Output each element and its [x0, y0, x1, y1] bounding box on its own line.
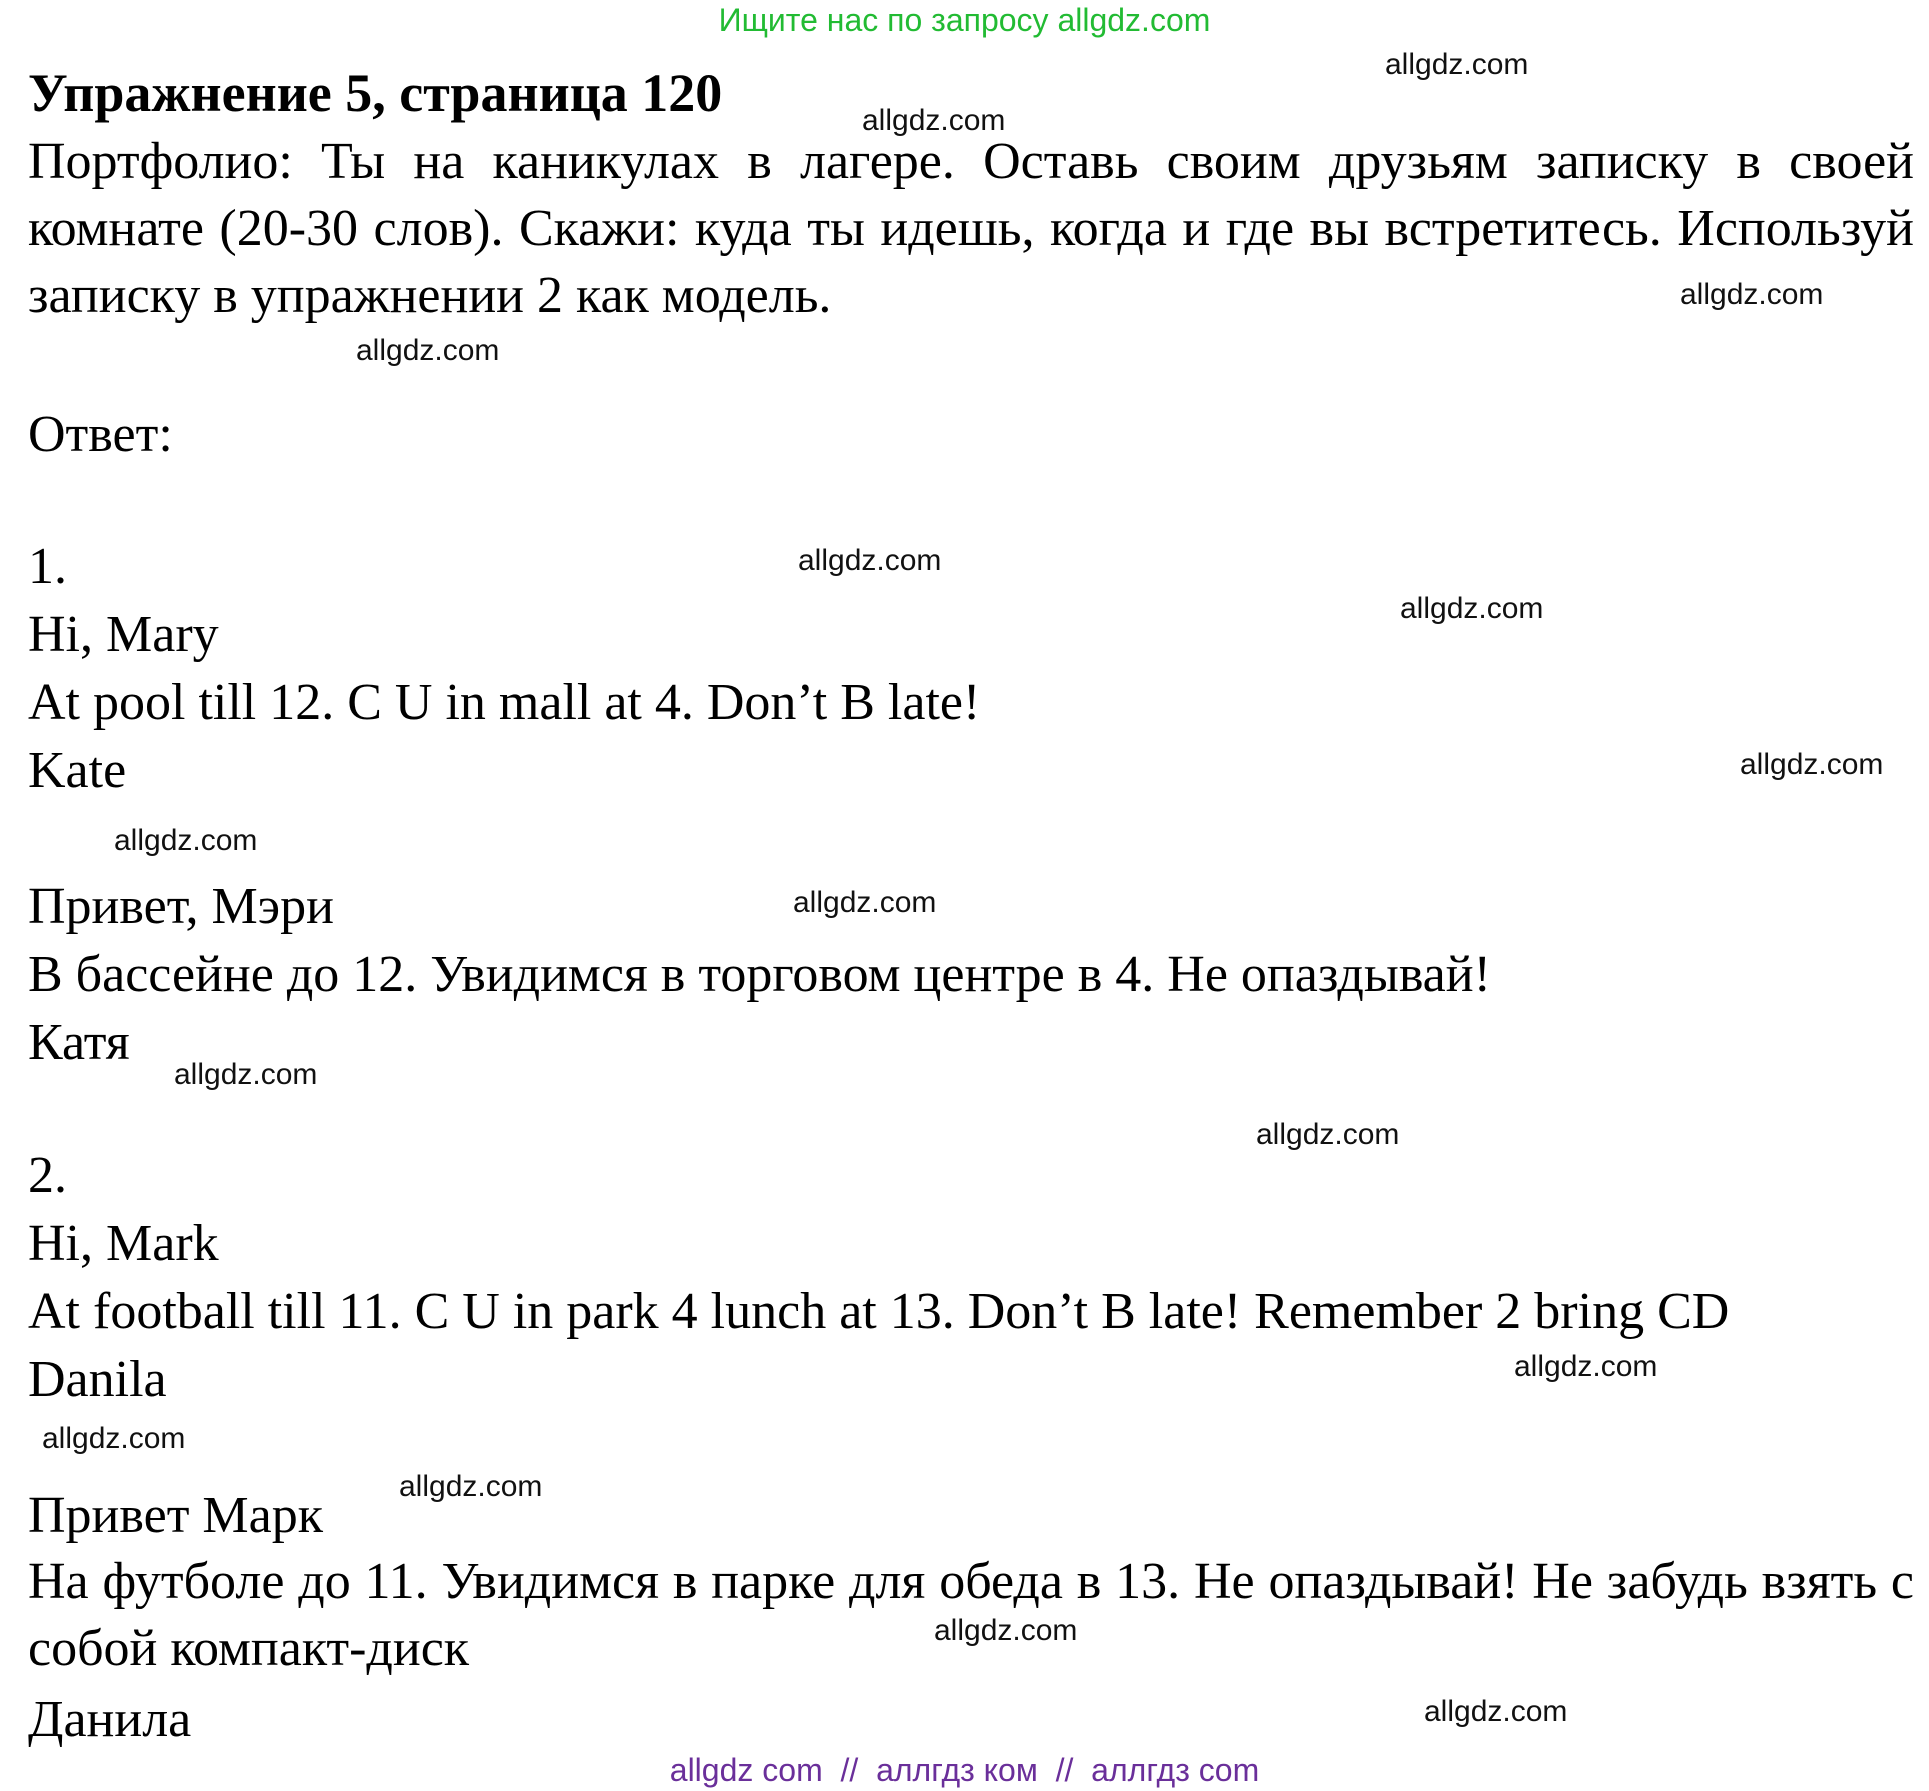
watermark: allgdz.com — [793, 886, 937, 919]
watermark: allgdz.com — [862, 104, 1006, 137]
answer-label: Ответ: — [28, 406, 173, 463]
watermark: allgdz.com — [356, 334, 500, 367]
watermark: allgdz.com — [114, 824, 258, 857]
site-banner: Ищите нас по запросу allgdz.com — [718, 2, 1211, 38]
task-text: Портфолио: Ты на каникулах в лагере. Оставь своим друзьям записку в своей комнате (20-30 слов). Скажи: куда ты идешь, когда и где вы встретитесь. Используй записку в упражнении 2 как модель. — [28, 133, 1914, 324]
watermark: allgdz.com — [174, 1058, 318, 1091]
watermark: allgdz.com — [1256, 1118, 1400, 1151]
watermark: allgdz.com — [1740, 748, 1884, 781]
footer-watermark: allgdz com // аллгдз ком // аллгдз com — [669, 1752, 1260, 1788]
watermark: allgdz.com — [934, 1614, 1078, 1647]
watermark: allgdz.com — [1400, 592, 1544, 625]
note-2-en-greeting: Hi, Mark — [28, 1215, 219, 1272]
watermark: allgdz.com — [42, 1422, 186, 1455]
note-2-en-body: At football till 11. C U in park 4 lunch at 13. Don’t B late! Remember 2 bring CD — [28, 1283, 1730, 1340]
note-2-en-signature: Danila — [28, 1351, 167, 1408]
note-2-number: 2. — [28, 1147, 67, 1204]
watermark: allgdz.com — [798, 544, 942, 577]
watermark: allgdz.com — [1385, 48, 1529, 81]
watermark: allgdz.com — [1680, 278, 1824, 311]
note-1-ru-signature: Катя — [28, 1014, 130, 1071]
note-2-ru-body: На футболе до 11. Увидимся в парке для обеда в 13. Не опаздывай! Не забудь взять с собой компакт-диск — [28, 1553, 1914, 1677]
exercise-title: Упражнение 5, страница 120 — [28, 63, 723, 123]
note-2-ru-signature: Данила — [28, 1691, 192, 1748]
note-1-en-signature: Kate — [28, 742, 127, 799]
note-1-en-greeting: Hi, Mary — [28, 606, 219, 663]
note-2-ru-greeting: Привет Марк — [28, 1487, 324, 1544]
note-1-number: 1. — [28, 538, 67, 595]
note-1-ru-body: В бассейне до 12. Увидимся в торговом центре в 4. Не опаздывай! — [28, 946, 1491, 1003]
watermark: allgdz.com — [1514, 1350, 1658, 1383]
note-1-en-body: At pool till 12. C U in mall at 4. Don’t B late! — [28, 674, 981, 731]
note-1-ru-greeting: Привет, Мэри — [28, 878, 334, 935]
watermark: allgdz.com — [1424, 1695, 1568, 1728]
watermark: allgdz.com — [399, 1470, 543, 1503]
